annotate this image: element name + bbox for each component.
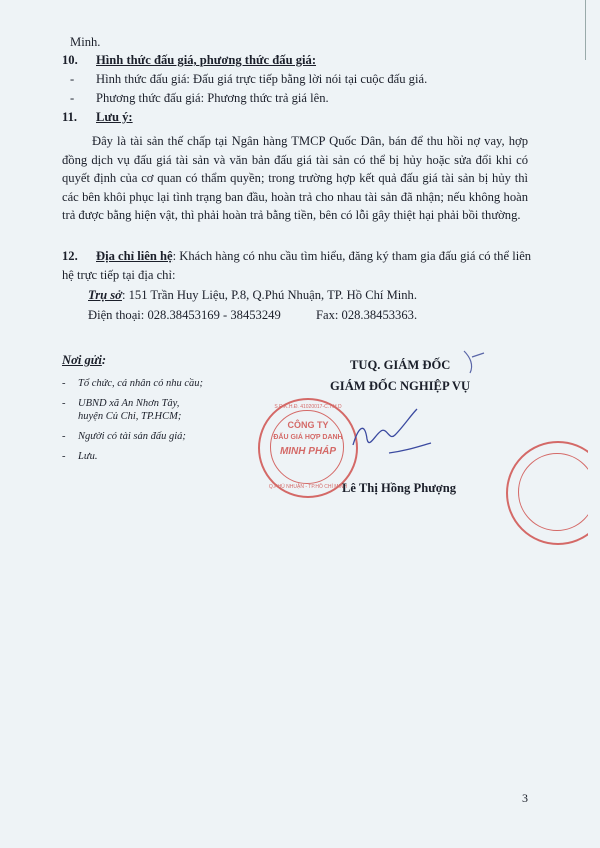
signature-mark (345, 405, 435, 465)
recipient-dash: - (62, 451, 66, 462)
recipient-dash: - (62, 431, 66, 442)
stamp-line2: ĐẤU GIÁ HỢP DANH (273, 434, 343, 441)
partial-stamp-inner-ring (518, 453, 588, 531)
scan-edge-line (585, 0, 600, 60)
stamp-ring-top: S.Đ.K.H.Đ. 41020017-C.T.H.D (274, 404, 342, 410)
section-12-line1 (96, 248, 531, 264)
bullet-dash: - (70, 72, 75, 86)
recipient-item: Lưu. (78, 451, 98, 462)
section-10-number: 10. (62, 53, 78, 67)
office-address (88, 287, 417, 303)
signature-title-2: GIÁM ĐỐC NGHIỆP VỤ (330, 379, 471, 393)
section-12-line2: hệ trực tiếp tại địa chỉ: (62, 268, 176, 282)
office-value: : 151 Trần Huy Liệu, P.8, Q.Phú Nhuận, TP. Hồ Chí Minh. (121, 288, 418, 302)
section-12-number: 12. (62, 249, 78, 263)
phone-line: Điện thoại: 028.38453169 - 38453249 (88, 308, 281, 322)
stamp-company: CÔNG TY (287, 420, 329, 430)
bullet-dash: - (70, 91, 75, 105)
partial-stamp-clip (492, 437, 588, 547)
page-number: 3 (522, 791, 528, 805)
section-12-title: Địa chỉ liên hệ (96, 249, 173, 263)
recipient-item: UBND xã An Nhơn Tây, huyện Củ Chi, TP.HCM; (78, 398, 182, 422)
recipient-item: Tổ chức, cá nhân có nhu cầu; (78, 378, 203, 389)
stamp-line3: MINH PHÁP (279, 446, 337, 457)
section-11-title: Lưu ý: (96, 110, 133, 124)
section-11-number: 11. (62, 110, 78, 124)
fax-line: Fax: 028.38453363. (316, 308, 418, 322)
top-fragment: Minh. (70, 35, 101, 49)
recipients-heading (62, 352, 106, 368)
recipients-colon: : (101, 353, 107, 367)
recipient-dash: - (62, 398, 66, 409)
recipient-item: Người có tài sản đấu giá; (78, 431, 186, 442)
section-10-bullet: Hình thức đấu giá: Đấu giá trực tiếp bằng lời nói tại cuộc đấu giá. (96, 72, 428, 86)
stamp-ring-bottom: Q.PHÚ NHUẬN - TP.HỒ CHÍ MINH (268, 484, 348, 490)
section-10-title: Hình thức đấu giá, phương thức đấu giá: (96, 53, 317, 67)
initial-mark (460, 345, 490, 377)
signer-name: Lê Thị Hồng Phượng (342, 481, 457, 495)
recipients-label: Nơi gửi (62, 353, 102, 367)
signature-title-1: TUQ. GIÁM ĐỐC (350, 358, 451, 372)
section-10-bullet: Phương thức đấu giá: Phương thức trả giá lên. (96, 91, 329, 105)
recipient-dash: - (62, 378, 66, 389)
office-label: Trụ sở (88, 288, 122, 302)
section-11-paragraph: Đây là tài sản thế chấp tại Ngân hàng TMCP Quốc Dân, bán để thu hồi nợ vay, hợp đồng dịch vụ đấu giá tài sản và văn bản đấu giá tài sản có thể bị hủy hoặc sửa đổi khi có quyết định của cơ quan có thẩm quyền; trong trường hợp kết quả đấu giá tài sản bị hủy thì các bên khôi phục lại tình trạng ban đầu, hoàn trả cho nhau tài sản đã nhận; nếu không hoàn trả được bằng hiện vật, thì phải hoàn trả bằng tiền, bên có lỗi gây thiệt hại phải bồi thường. (62, 134, 528, 222)
section-12-text: : Khách hàng có nhu cầu tìm hiểu, đăng ký tham gia đấu giá có thể liên (172, 249, 532, 263)
partial-stamp (506, 441, 588, 545)
